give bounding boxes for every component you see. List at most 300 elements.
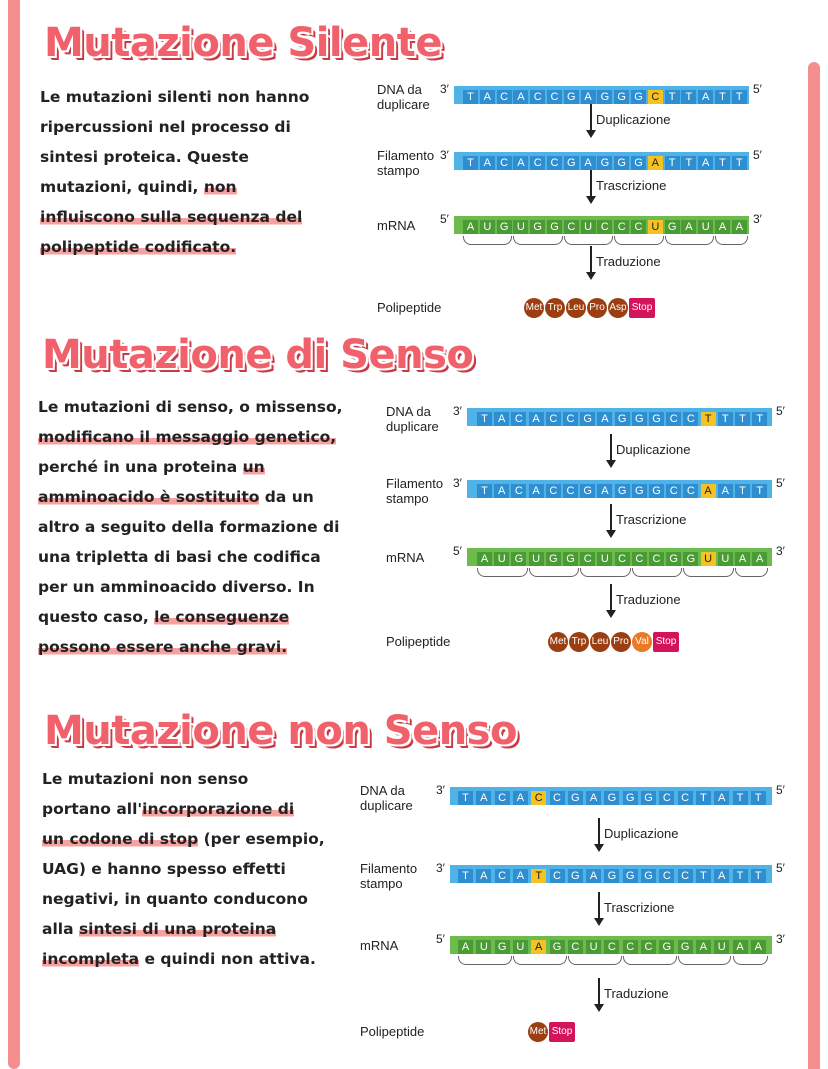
base: A bbox=[581, 156, 596, 170]
base: C bbox=[547, 90, 562, 104]
polypeptide-label: Polipeptide bbox=[386, 634, 451, 649]
paragraph-missense bbox=[38, 392, 343, 662]
base: G bbox=[597, 156, 612, 170]
mutated-base: A bbox=[701, 484, 716, 498]
codon-brace bbox=[529, 568, 580, 577]
base: C bbox=[511, 412, 526, 426]
text-line bbox=[42, 764, 325, 794]
base: G bbox=[604, 869, 619, 883]
amino-acid: Met bbox=[524, 298, 544, 318]
base: C bbox=[597, 220, 612, 234]
amino-acid: Met bbox=[548, 632, 568, 652]
template-strand bbox=[467, 480, 772, 498]
base: C bbox=[550, 869, 565, 883]
down-arrow-icon bbox=[590, 170, 592, 198]
base: G bbox=[580, 484, 595, 498]
base: G bbox=[615, 484, 630, 498]
highlighted-text: sintesi di una proteina bbox=[78, 920, 277, 938]
highlighted-text: amminoacido è sostituito bbox=[38, 488, 260, 506]
base: C bbox=[623, 940, 638, 954]
highlighted-text: le conseguenze bbox=[154, 608, 290, 626]
base: C bbox=[659, 791, 674, 805]
base: G bbox=[649, 412, 664, 426]
base: T bbox=[735, 412, 750, 426]
strand-end-right: 5′ bbox=[776, 476, 785, 490]
text-segment: negativi, in quanto conducono bbox=[42, 890, 308, 908]
base: C bbox=[678, 791, 693, 805]
base: A bbox=[463, 220, 478, 234]
base: T bbox=[752, 412, 767, 426]
mutated-base: T bbox=[701, 412, 716, 426]
base: T bbox=[752, 484, 767, 498]
base: G bbox=[649, 484, 664, 498]
base: G bbox=[678, 940, 693, 954]
text-segment: alla bbox=[42, 920, 79, 938]
mrna-strand bbox=[467, 548, 772, 566]
mutated-base: C bbox=[648, 90, 663, 104]
highlighted-text: non bbox=[203, 178, 237, 196]
mrna-strand bbox=[450, 936, 772, 954]
base: A bbox=[476, 791, 491, 805]
base: A bbox=[494, 412, 509, 426]
base: A bbox=[597, 484, 612, 498]
base: U bbox=[529, 552, 544, 566]
dna-strand bbox=[467, 408, 772, 426]
base: T bbox=[681, 90, 696, 104]
base: A bbox=[752, 552, 767, 566]
text-line bbox=[42, 824, 325, 854]
text-line bbox=[42, 884, 325, 914]
base: C bbox=[666, 412, 681, 426]
strand-end-right: 5′ bbox=[776, 404, 785, 418]
mutated-base: A bbox=[531, 940, 546, 954]
strand-end-right: 3′ bbox=[776, 544, 785, 558]
dna-strand bbox=[454, 86, 749, 104]
text-line bbox=[40, 82, 309, 112]
amino-acid: Asp bbox=[608, 298, 628, 318]
base: C bbox=[546, 484, 561, 498]
text-line bbox=[40, 112, 309, 142]
base: T bbox=[681, 156, 696, 170]
step-label-step1: Duplicazione bbox=[596, 112, 671, 127]
text-line bbox=[42, 794, 325, 824]
strand-end-right: 5′ bbox=[776, 861, 785, 875]
base: G bbox=[564, 90, 579, 104]
base: G bbox=[683, 552, 698, 566]
base: A bbox=[735, 552, 750, 566]
text-line bbox=[40, 202, 309, 232]
base: T bbox=[458, 869, 473, 883]
highlighted-text: polipeptide codificato. bbox=[40, 238, 237, 256]
down-arrow-icon bbox=[598, 892, 600, 920]
base: G bbox=[623, 791, 638, 805]
base: U bbox=[480, 220, 495, 234]
amino-acid: Pro bbox=[587, 298, 607, 318]
paragraph-nonsense bbox=[42, 764, 325, 974]
codon-brace bbox=[568, 956, 622, 965]
base: C bbox=[678, 869, 693, 883]
text-line bbox=[40, 142, 309, 172]
base: C bbox=[546, 412, 561, 426]
stop-codon-block: Stop bbox=[629, 298, 655, 318]
text-segment: mutazioni, quindi, bbox=[40, 178, 204, 196]
strand-end-left: 5′ bbox=[440, 212, 449, 226]
base: G bbox=[614, 90, 629, 104]
highlighted-text: possono essere anche gravi. bbox=[38, 638, 288, 656]
dna-label: DNA da duplicare bbox=[360, 783, 413, 813]
base: C bbox=[568, 940, 583, 954]
base: G bbox=[659, 940, 674, 954]
base: A bbox=[586, 791, 601, 805]
down-arrow-icon bbox=[610, 504, 612, 532]
step-label-step2: Trascrizione bbox=[596, 178, 667, 193]
base: T bbox=[718, 412, 733, 426]
base: C bbox=[666, 484, 681, 498]
base: G bbox=[631, 156, 646, 170]
mrna-label: mRNA bbox=[360, 938, 399, 953]
text-segment: per un amminoacido diverso. In bbox=[38, 578, 315, 596]
codon-brace bbox=[614, 236, 663, 245]
stop-codon-block: Stop bbox=[549, 1022, 575, 1042]
base: G bbox=[546, 552, 561, 566]
base: U bbox=[586, 940, 601, 954]
strand-end-right: 5′ bbox=[753, 82, 762, 96]
text-line bbox=[38, 572, 343, 602]
strand-end-left: 3′ bbox=[440, 148, 449, 162]
base: C bbox=[530, 156, 545, 170]
text-line bbox=[38, 422, 343, 452]
base: A bbox=[698, 156, 713, 170]
base: T bbox=[732, 156, 747, 170]
base: T bbox=[732, 90, 747, 104]
codon-brace bbox=[733, 956, 769, 965]
base: A bbox=[681, 220, 696, 234]
base: C bbox=[614, 220, 629, 234]
base: U bbox=[597, 552, 612, 566]
text-line bbox=[38, 482, 343, 512]
codon-brace bbox=[513, 236, 562, 245]
amino-acid: Met bbox=[528, 1022, 548, 1042]
base: C bbox=[649, 552, 664, 566]
step-label-step2: Trascrizione bbox=[604, 900, 675, 915]
text-line bbox=[38, 512, 343, 542]
strand-end-right: 3′ bbox=[776, 932, 785, 946]
amino-acid: Leu bbox=[566, 298, 586, 318]
base: A bbox=[586, 869, 601, 883]
base: U bbox=[513, 220, 528, 234]
base: G bbox=[632, 484, 647, 498]
strand-end-left: 5′ bbox=[436, 932, 445, 946]
base: G bbox=[631, 90, 646, 104]
base: A bbox=[733, 940, 748, 954]
base: C bbox=[659, 869, 674, 883]
amino-acid: Trp bbox=[545, 298, 565, 318]
text-line bbox=[38, 392, 343, 422]
base: T bbox=[463, 90, 478, 104]
base: T bbox=[477, 412, 492, 426]
right-border bbox=[808, 62, 820, 1069]
codon-brace bbox=[463, 236, 512, 245]
highlighted-text: modificano il messaggio genetico, bbox=[38, 428, 337, 446]
template-label: Filamento stampo bbox=[377, 148, 435, 178]
text-segment: altro a seguito della formazione di bbox=[38, 518, 340, 536]
codon-brace bbox=[564, 236, 613, 245]
base: A bbox=[513, 791, 528, 805]
base: G bbox=[563, 552, 578, 566]
template-strand bbox=[450, 865, 772, 883]
text-line bbox=[42, 914, 325, 944]
text-line bbox=[42, 944, 325, 974]
codon-brace bbox=[623, 956, 677, 965]
base: G bbox=[495, 940, 510, 954]
base: C bbox=[497, 90, 512, 104]
strand-end-left: 3′ bbox=[436, 783, 445, 797]
base: C bbox=[564, 220, 579, 234]
base: C bbox=[495, 869, 510, 883]
mrna-label: mRNA bbox=[377, 218, 416, 233]
text-segment: una tripletta di basi che codifica bbox=[38, 548, 321, 566]
base: C bbox=[495, 791, 510, 805]
base: T bbox=[751, 869, 766, 883]
base: A bbox=[480, 156, 495, 170]
text-segment: ripercussioni nel processo di bbox=[40, 118, 291, 136]
base: U bbox=[476, 940, 491, 954]
codon-brace bbox=[458, 956, 512, 965]
amino-acid: Pro bbox=[611, 632, 631, 652]
base: T bbox=[477, 484, 492, 498]
base: A bbox=[698, 90, 713, 104]
base: G bbox=[580, 412, 595, 426]
mrna-strand bbox=[454, 216, 749, 234]
base: T bbox=[665, 156, 680, 170]
codon-brace bbox=[678, 956, 732, 965]
base: T bbox=[458, 791, 473, 805]
base: U bbox=[513, 940, 528, 954]
template-strand bbox=[454, 152, 749, 170]
base: A bbox=[715, 220, 730, 234]
base: G bbox=[568, 791, 583, 805]
text-line bbox=[38, 452, 343, 482]
step-label-step3: Traduzione bbox=[616, 592, 681, 607]
highlighted-text: influiscono sulla sequenza del bbox=[40, 208, 303, 226]
base: U bbox=[581, 220, 596, 234]
base: C bbox=[641, 940, 656, 954]
base: G bbox=[665, 220, 680, 234]
mutated-base: U bbox=[648, 220, 663, 234]
step-label-step1: Duplicazione bbox=[604, 826, 679, 841]
strand-end-right: 5′ bbox=[753, 148, 762, 162]
base: A bbox=[513, 156, 528, 170]
text-segment: UAG) e hanno spesso effetti bbox=[42, 860, 286, 878]
title-nonsense: Mutazione non Senso bbox=[44, 708, 517, 754]
base: G bbox=[632, 412, 647, 426]
base: G bbox=[547, 220, 562, 234]
base: A bbox=[751, 940, 766, 954]
base: T bbox=[735, 484, 750, 498]
base: A bbox=[477, 552, 492, 566]
base: C bbox=[615, 552, 630, 566]
text-segment: portano all' bbox=[42, 800, 143, 818]
base: C bbox=[580, 552, 595, 566]
down-arrow-icon bbox=[598, 978, 600, 1006]
text-segment: e quindi non attiva. bbox=[139, 950, 316, 968]
strand-end-right: 5′ bbox=[776, 783, 785, 797]
step-label-step3: Traduzione bbox=[596, 254, 661, 269]
base: C bbox=[497, 156, 512, 170]
highlighted-text: un codone di stop bbox=[42, 830, 199, 848]
base: G bbox=[623, 869, 638, 883]
base: A bbox=[718, 484, 733, 498]
text-segment: sintesi proteica. Queste bbox=[40, 148, 249, 166]
title-silent: Mutazione Silente bbox=[44, 20, 442, 66]
step-label-step1: Duplicazione bbox=[616, 442, 691, 457]
text-line bbox=[38, 632, 343, 662]
amino-acid: Trp bbox=[569, 632, 589, 652]
base: A bbox=[581, 90, 596, 104]
base: A bbox=[480, 90, 495, 104]
base: A bbox=[714, 869, 729, 883]
base: G bbox=[614, 156, 629, 170]
stop-codon-block: Stop bbox=[653, 632, 679, 652]
step-label-step2: Trascrizione bbox=[616, 512, 687, 527]
base: A bbox=[732, 220, 747, 234]
mutated-base: C bbox=[531, 791, 546, 805]
base: A bbox=[529, 484, 544, 498]
base: G bbox=[568, 869, 583, 883]
title-missense: Mutazione di Senso bbox=[42, 332, 474, 378]
dna-label: DNA da duplicare bbox=[386, 404, 439, 434]
down-arrow-icon bbox=[590, 104, 592, 132]
base: T bbox=[665, 90, 680, 104]
mrna-label: mRNA bbox=[386, 550, 425, 565]
mutated-base: A bbox=[648, 156, 663, 170]
highlighted-text: un bbox=[242, 458, 265, 476]
down-arrow-icon bbox=[590, 246, 592, 274]
strand-end-left: 3′ bbox=[436, 861, 445, 875]
mutated-base: T bbox=[531, 869, 546, 883]
base: G bbox=[530, 220, 545, 234]
dna-strand bbox=[450, 787, 772, 805]
text-segment: Le mutazioni di senso, o missenso, bbox=[38, 398, 343, 416]
base: G bbox=[497, 220, 512, 234]
base: U bbox=[698, 220, 713, 234]
codon-brace bbox=[715, 236, 748, 245]
base: C bbox=[683, 484, 698, 498]
base: U bbox=[714, 940, 729, 954]
amino-acid: Val bbox=[632, 632, 652, 652]
base: A bbox=[529, 412, 544, 426]
highlighted-text: incompleta bbox=[42, 950, 140, 968]
base: A bbox=[458, 940, 473, 954]
text-line bbox=[42, 854, 325, 884]
strand-end-left: 3′ bbox=[453, 404, 462, 418]
strand-end-left: 3′ bbox=[453, 476, 462, 490]
strand-end-left: 5′ bbox=[453, 544, 462, 558]
base: C bbox=[547, 156, 562, 170]
base: T bbox=[696, 791, 711, 805]
base: C bbox=[632, 552, 647, 566]
base: A bbox=[696, 940, 711, 954]
strand-end-right: 3′ bbox=[753, 212, 762, 226]
text-line bbox=[38, 602, 343, 632]
paragraph-silent bbox=[40, 82, 309, 262]
base: T bbox=[733, 791, 748, 805]
polypeptide-label: Polipeptide bbox=[360, 1024, 425, 1039]
step-label-step3: Traduzione bbox=[604, 986, 669, 1001]
down-arrow-icon bbox=[610, 434, 612, 462]
base: T bbox=[733, 869, 748, 883]
codon-brace bbox=[513, 956, 567, 965]
base: C bbox=[530, 90, 545, 104]
text-line bbox=[40, 172, 309, 202]
base: A bbox=[494, 484, 509, 498]
text-segment: Le mutazioni silenti non hanno bbox=[40, 88, 310, 106]
codon-brace bbox=[735, 568, 768, 577]
left-border bbox=[8, 0, 20, 1069]
base: A bbox=[597, 412, 612, 426]
text-segment: (per esempio, bbox=[198, 830, 325, 848]
base: C bbox=[604, 940, 619, 954]
template-label: Filamento stampo bbox=[386, 476, 444, 506]
text-line bbox=[38, 542, 343, 572]
base: C bbox=[683, 412, 698, 426]
base: T bbox=[751, 791, 766, 805]
codon-brace bbox=[632, 568, 683, 577]
base: G bbox=[641, 791, 656, 805]
base: U bbox=[494, 552, 509, 566]
strand-end-left: 3′ bbox=[440, 82, 449, 96]
amino-acid: Leu bbox=[590, 632, 610, 652]
polypeptide-label: Polipeptide bbox=[377, 300, 442, 315]
base: T bbox=[715, 156, 730, 170]
mutated-base: U bbox=[701, 552, 716, 566]
base: G bbox=[597, 90, 612, 104]
template-label: Filamento stampo bbox=[360, 861, 418, 891]
base: C bbox=[550, 791, 565, 805]
text-segment: perché in una proteina bbox=[38, 458, 243, 476]
base: G bbox=[564, 156, 579, 170]
base: C bbox=[511, 484, 526, 498]
base: A bbox=[513, 869, 528, 883]
base: G bbox=[511, 552, 526, 566]
base: C bbox=[563, 484, 578, 498]
base: A bbox=[476, 869, 491, 883]
codon-brace bbox=[477, 568, 528, 577]
base: C bbox=[631, 220, 646, 234]
text-line bbox=[40, 232, 309, 262]
codon-brace bbox=[580, 568, 631, 577]
text-segment: questo caso, bbox=[38, 608, 155, 626]
down-arrow-icon bbox=[610, 584, 612, 612]
text-segment: da un bbox=[259, 488, 314, 506]
base: C bbox=[563, 412, 578, 426]
base: G bbox=[666, 552, 681, 566]
text-segment: Le mutazioni non senso bbox=[42, 770, 249, 788]
dna-label: DNA da duplicare bbox=[377, 82, 430, 112]
base: T bbox=[715, 90, 730, 104]
base: U bbox=[718, 552, 733, 566]
base: G bbox=[604, 791, 619, 805]
base: G bbox=[641, 869, 656, 883]
base: A bbox=[714, 791, 729, 805]
base: G bbox=[550, 940, 565, 954]
base: T bbox=[463, 156, 478, 170]
codon-brace bbox=[665, 236, 714, 245]
base: A bbox=[513, 90, 528, 104]
down-arrow-icon bbox=[598, 818, 600, 846]
base: G bbox=[615, 412, 630, 426]
base: T bbox=[696, 869, 711, 883]
